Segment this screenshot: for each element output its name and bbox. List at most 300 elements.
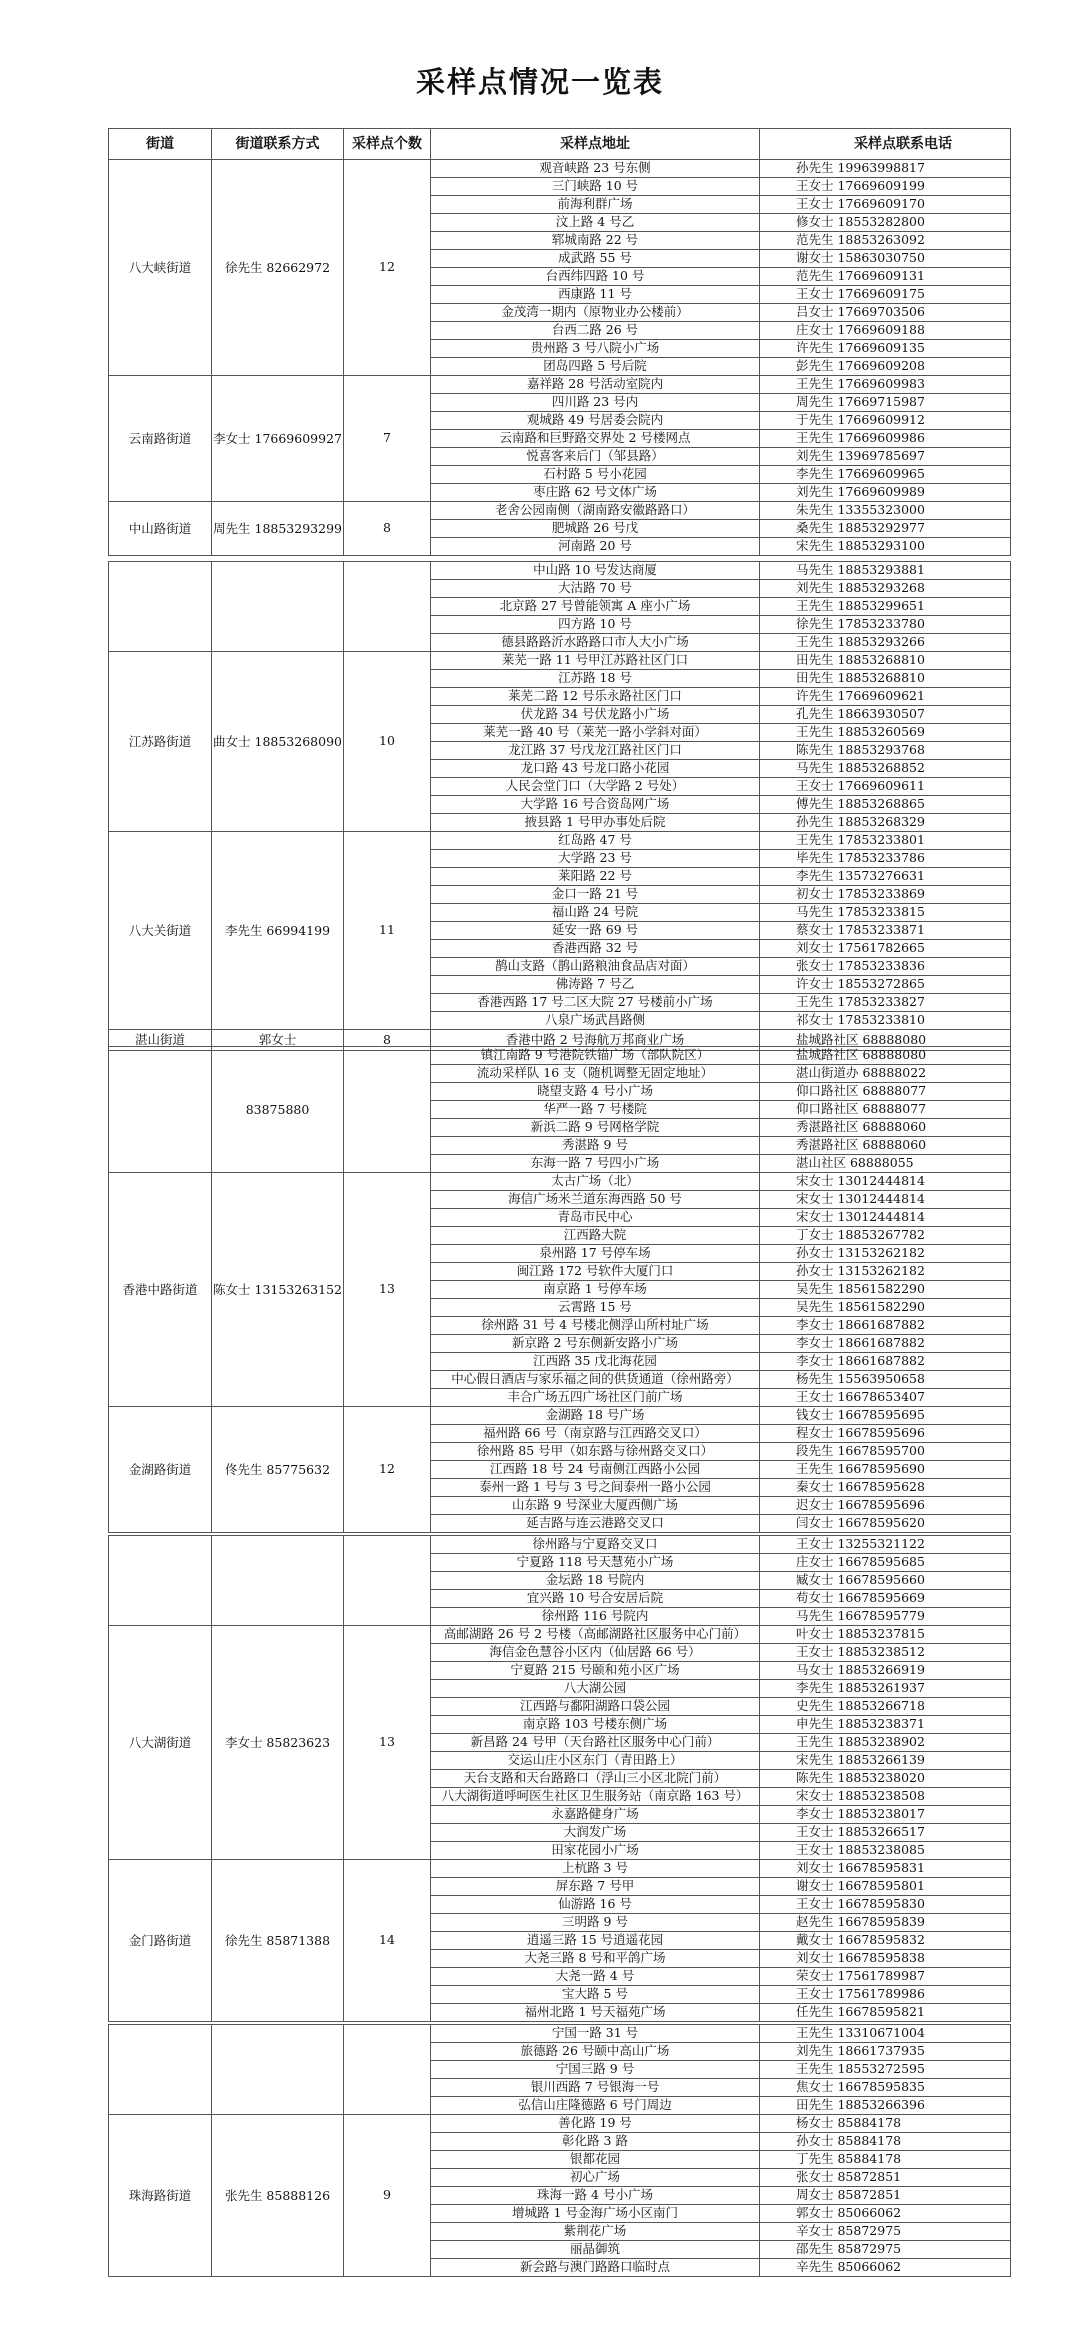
site-address: 香港中路 2 号海航万邦商业广场 — [431, 1030, 760, 1051]
site-address: 肥城路 26 号戊 — [431, 520, 760, 538]
site-address: 徐州路 116 号院内 — [431, 1608, 760, 1626]
site-phone: 陈先生 18853293768 — [760, 742, 1011, 760]
site-address: 青岛市民中心 — [431, 1209, 760, 1227]
site-count: 13 — [344, 1173, 431, 1407]
table-row — [109, 832, 1011, 850]
site-phone: 郭女士 85066062 — [760, 2205, 1011, 2223]
site-address: 银都花园 — [431, 2151, 760, 2169]
site-address: 金坛路 18 号院内 — [431, 1572, 760, 1590]
site-address: 紫荆花广场 — [431, 2223, 760, 2241]
site-address: 掖县路 1 号甲办事处后院 — [431, 814, 760, 832]
site-address: 金茂湾一期内（原物业办公楼前） — [431, 304, 760, 322]
site-address: 宁国一路 31 号 — [431, 2025, 760, 2043]
site-count: 8 — [344, 502, 431, 556]
site-phone: 田先生 18853268810 — [760, 652, 1011, 670]
site-count: 13 — [344, 1626, 431, 1860]
site-phone: 王先生 16678595690 — [760, 1461, 1011, 1479]
site-phone: 盐城路社区 68888080 — [760, 1030, 1011, 1051]
site-phone: 刘先生 18661737935 — [760, 2043, 1011, 2061]
site-address: 福州路 66 号（南京路与江西路交叉口） — [431, 1425, 760, 1443]
site-phone: 马先生 18853293881 — [760, 562, 1011, 580]
site-phone: 宋先生 18853293100 — [760, 538, 1011, 556]
site-address: 丰合广场五四广场社区门前广场 — [431, 1389, 760, 1407]
site-address: 大学路 16 号合资岛网广场 — [431, 796, 760, 814]
site-phone: 李先生 18853261937 — [760, 1680, 1011, 1698]
site-address: 观音峡路 23 号东侧 — [431, 160, 760, 178]
street-name: 江苏路街道 — [109, 652, 212, 832]
street-name: 金湖路街道 — [109, 1407, 212, 1533]
site-address: 郓城南路 22 号 — [431, 232, 760, 250]
site-phone: 秀湛路社区 68888060 — [760, 1137, 1011, 1155]
street-name: 八大关街道 — [109, 832, 212, 1030]
site-address: 三明路 9 号 — [431, 1914, 760, 1932]
site-address: 团岛四路 5 号后院 — [431, 358, 760, 376]
site-address: 宝大路 5 号 — [431, 1986, 760, 2004]
site-phone: 周先生 17669715987 — [760, 394, 1011, 412]
site-address: 徐州路 85 号甲（如东路与徐州路交叉口） — [431, 1443, 760, 1461]
site-address: 八大湖公园 — [431, 1680, 760, 1698]
table-row — [109, 2115, 1011, 2133]
site-phone: 李先生 13573276631 — [760, 868, 1011, 886]
site-count: 12 — [344, 1407, 431, 1533]
street-name — [109, 562, 212, 652]
site-address: 老舍公园南侧（湖南路安徽路路口） — [431, 502, 760, 520]
street-name — [109, 2025, 212, 2115]
site-phone: 段先生 16678595700 — [760, 1443, 1011, 1461]
site-phone: 徐先生 17853233780 — [760, 616, 1011, 634]
site-phone: 辛女士 85872975 — [760, 2223, 1011, 2241]
site-phone: 臧女士 16678595660 — [760, 1572, 1011, 1590]
site-phone: 刘先生 18853293268 — [760, 580, 1011, 598]
site-phone: 王女士 18853238512 — [760, 1644, 1011, 1662]
site-phone: 丁女士 18853267782 — [760, 1227, 1011, 1245]
site-address: 宁夏路 215 号颐和苑小区广场 — [431, 1662, 760, 1680]
site-phone: 孔先生 18663930507 — [760, 706, 1011, 724]
site-address: 佛涛路 7 号乙 — [431, 976, 760, 994]
site-phone: 宋先生 18853266139 — [760, 1752, 1011, 1770]
site-phone: 马女士 18853266919 — [760, 1662, 1011, 1680]
street-name: 金门路街道 — [109, 1860, 212, 2022]
site-phone: 申先生 18853238371 — [760, 1716, 1011, 1734]
site-phone: 初女士 17853233869 — [760, 886, 1011, 904]
site-phone: 丁先生 85884178 — [760, 2151, 1011, 2169]
site-phone: 王先生 17669609983 — [760, 376, 1011, 394]
site-address: 镇江南路 9 号港院铁锚广场（部队院区） — [431, 1047, 760, 1065]
table-row — [109, 1047, 1011, 1065]
site-address: 海信金色慧谷小区内（仙居路 66 号） — [431, 1644, 760, 1662]
site-phone: 任先生 16678595821 — [760, 2004, 1011, 2022]
site-address: 中心假日酒店与家乐福之间的供货通道（徐州路旁） — [431, 1371, 760, 1389]
street-contact: 徐先生 82662972 — [212, 160, 344, 376]
site-address: 泰州一路 1 号与 3 号之间泰州一路小公园 — [431, 1479, 760, 1497]
site-count: 14 — [344, 1860, 431, 2022]
sampling-table-part-3 — [108, 1046, 1011, 1533]
site-phone: 王先生 18853293266 — [760, 634, 1011, 652]
site-address: 莱芜一路 11 号甲江苏路社区门口 — [431, 652, 760, 670]
site-phone: 王女士 16678653407 — [760, 1389, 1011, 1407]
site-address: 悦喜客来后门（邹县路） — [431, 448, 760, 466]
site-count: 11 — [344, 832, 431, 1030]
site-address: 天台支路和天台路路口（浮山三小区北院门前） — [431, 1770, 760, 1788]
table-row — [109, 160, 1011, 178]
table-row — [109, 502, 1011, 520]
site-address: 枣庄路 62 号文体广场 — [431, 484, 760, 502]
table-row — [109, 1173, 1011, 1191]
site-phone: 王女士 17669609199 — [760, 178, 1011, 196]
site-phone: 王女士 17669609170 — [760, 196, 1011, 214]
site-phone: 谢女士 15863030750 — [760, 250, 1011, 268]
site-phone: 吴先生 18561582290 — [760, 1281, 1011, 1299]
site-phone: 张女士 85872851 — [760, 2169, 1011, 2187]
site-phone: 田先生 18853266396 — [760, 2097, 1011, 2115]
page-title: 采样点情况一览表 — [415, 65, 664, 99]
site-phone: 吴先生 18561582290 — [760, 1299, 1011, 1317]
site-address: 四方路 10 号 — [431, 616, 760, 634]
site-phone: 李女士 18853238017 — [760, 1806, 1011, 1824]
street-name: 八大湖街道 — [109, 1626, 212, 1860]
street-contact: 佟先生 85775632 — [212, 1407, 344, 1533]
site-phone: 李女士 18661687882 — [760, 1335, 1011, 1353]
site-address: 闽江路 172 号软件大厦门口 — [431, 1263, 760, 1281]
site-phone: 邵先生 85872975 — [760, 2241, 1011, 2259]
site-address: 江西路与鄱阳湖路口袋公园 — [431, 1698, 760, 1716]
site-address: 香港西路 32 号 — [431, 940, 760, 958]
site-phone: 刘先生 13969785697 — [760, 448, 1011, 466]
site-address: 八大湖街道呼呵医生社区卫生服务站（南京路 163 号） — [431, 1788, 760, 1806]
street-contact: 张先生 85888126 — [212, 2115, 344, 2277]
site-address: 莱芜一路 40 号（莱芜一路小学斜对面） — [431, 724, 760, 742]
site-address: 大尧三路 8 号和平鸽广场 — [431, 1950, 760, 1968]
site-phone: 李先生 17669609965 — [760, 466, 1011, 484]
header-site-phone: 采样点联系电话 — [760, 129, 1011, 160]
site-address: 金湖路 18 号广场 — [431, 1407, 760, 1425]
header-site-address: 采样点地址 — [431, 129, 760, 160]
site-phone: 盐城路社区 68888080 — [760, 1047, 1011, 1065]
site-phone: 秦女士 16678595628 — [760, 1479, 1011, 1497]
site-phone: 赵先生 16678595839 — [760, 1914, 1011, 1932]
site-address: 四川路 23 号内 — [431, 394, 760, 412]
site-phone: 叶女士 18853237815 — [760, 1626, 1011, 1644]
site-address: 香港西路 17 号二区大院 27 号楼前小广场 — [431, 994, 760, 1012]
site-phone: 刘女士 17561782665 — [760, 940, 1011, 958]
site-phone: 孙女士 85884178 — [760, 2133, 1011, 2151]
site-phone: 彭先生 17669609208 — [760, 358, 1011, 376]
site-phone: 孙女士 13153262182 — [760, 1263, 1011, 1281]
site-address: 观城路 49 号居委会院内 — [431, 412, 760, 430]
site-address: 贵州路 3 号八院小广场 — [431, 340, 760, 358]
site-phone: 刘先生 17669609989 — [760, 484, 1011, 502]
street-name: 香港中路街道 — [109, 1173, 212, 1407]
site-address: 红岛路 47 号 — [431, 832, 760, 850]
site-address: 大润发广场 — [431, 1824, 760, 1842]
sampling-table-part-4 — [108, 1535, 1011, 2022]
site-address: 流动采样队 16 支（随机调整无固定地址） — [431, 1065, 760, 1083]
site-address: 大学路 23 号 — [431, 850, 760, 868]
site-address: 永嘉路健身广场 — [431, 1806, 760, 1824]
table-row — [109, 1536, 1011, 1554]
site-phone: 王先生 18853299651 — [760, 598, 1011, 616]
site-address: 泉州路 17 号停车场 — [431, 1245, 760, 1263]
site-address: 南京路 103 号楼东侧广场 — [431, 1716, 760, 1734]
site-phone: 朱先生 13355323000 — [760, 502, 1011, 520]
site-address: 福州北路 1 号天福苑广场 — [431, 2004, 760, 2022]
site-phone: 于先生 17669609912 — [760, 412, 1011, 430]
site-address: 人民会堂门口（大学路 2 号处） — [431, 778, 760, 796]
site-address: 嘉祥路 28 号活动室院内 — [431, 376, 760, 394]
site-address: 石村路 5 号小花园 — [431, 466, 760, 484]
site-address: 仙游路 16 号 — [431, 1896, 760, 1914]
site-phone: 王女士 18853238085 — [760, 1842, 1011, 1860]
site-address: 汶上路 4 号乙 — [431, 214, 760, 232]
site-phone: 周女士 85872851 — [760, 2187, 1011, 2205]
street-contact: 李女士 17669609927 — [212, 376, 344, 502]
site-address: 新昌路 24 号甲（天台路社区服务中心门前） — [431, 1734, 760, 1752]
street-name: 湛山街道 — [109, 1030, 212, 1051]
site-address: 田家花园小广场 — [431, 1842, 760, 1860]
site-address: 莱芜二路 12 号乐永路社区门口 — [431, 688, 760, 706]
site-phone: 孙女士 13153262182 — [760, 1245, 1011, 1263]
site-address: 丽晶御筑 — [431, 2241, 760, 2259]
site-address: 旅德路 26 号颐中高山广场 — [431, 2043, 760, 2061]
site-phone: 孙先生 19963998817 — [760, 160, 1011, 178]
table-row — [109, 1626, 1011, 1644]
site-address: 新会路与澳门路路口临时点 — [431, 2259, 760, 2277]
site-phone: 马先生 17853233815 — [760, 904, 1011, 922]
street-contact — [212, 2025, 344, 2115]
site-address: 云霄路 15 号 — [431, 1299, 760, 1317]
site-phone: 迟女士 16678595696 — [760, 1497, 1011, 1515]
table-row — [109, 1407, 1011, 1425]
table-row — [109, 376, 1011, 394]
sampling-table-part-1 — [108, 128, 1011, 556]
site-phone: 傅先生 18853268865 — [760, 796, 1011, 814]
street-name — [109, 1536, 212, 1626]
site-count — [344, 562, 431, 652]
site-phone: 宋女士 18853238508 — [760, 1788, 1011, 1806]
site-address: 海信广场米兰道东海西路 50 号 — [431, 1191, 760, 1209]
site-phone: 范先生 17669609131 — [760, 268, 1011, 286]
site-address: 徐州路 31 号 4 号楼北侧浮山所村址广场 — [431, 1317, 760, 1335]
site-phone: 李女士 18661687882 — [760, 1317, 1011, 1335]
site-phone: 宋女士 13012444814 — [760, 1191, 1011, 1209]
street-contact: 陈女士 13153263152 — [212, 1173, 344, 1407]
site-address: 新浜二路 9 号网格学院 — [431, 1119, 760, 1137]
header-site-count: 采样点个数 — [344, 129, 431, 160]
site-address: 新京路 2 号东侧新安路小广场 — [431, 1335, 760, 1353]
site-address: 太古广场（北） — [431, 1173, 760, 1191]
site-phone: 许女士 18553272865 — [760, 976, 1011, 994]
street-contact: 徐先生 85871388 — [212, 1860, 344, 2022]
site-address: 云南路和巨野路交界处 2 号楼网点 — [431, 430, 760, 448]
site-phone: 王女士 17561789986 — [760, 1986, 1011, 2004]
site-phone: 戴女士 16678595832 — [760, 1932, 1011, 1950]
site-phone: 秀湛路社区 68888060 — [760, 1119, 1011, 1137]
site-phone: 祁女士 17853233810 — [760, 1012, 1011, 1030]
site-phone: 刘女士 16678595831 — [760, 1860, 1011, 1878]
site-phone: 杨女士 85884178 — [760, 2115, 1011, 2133]
site-phone: 湛山社区 68888055 — [760, 1155, 1011, 1173]
street-contact: 曲女士 18853268090 — [212, 652, 344, 832]
site-phone: 杨先生 15563950658 — [760, 1371, 1011, 1389]
site-phone: 修女士 18553282800 — [760, 214, 1011, 232]
site-phone: 王先生 18553272595 — [760, 2061, 1011, 2079]
site-phone: 刘女士 16678595838 — [760, 1950, 1011, 1968]
site-phone: 庄女士 16678595685 — [760, 1554, 1011, 1572]
site-count: 8 — [344, 1030, 431, 1051]
site-phone: 李女士 18661687882 — [760, 1353, 1011, 1371]
site-phone: 蔡女士 17853233871 — [760, 922, 1011, 940]
site-address: 台西二路 26 号 — [431, 322, 760, 340]
site-address: 德县路路沂水路路口市人大小广场 — [431, 634, 760, 652]
site-address: 江苏路 18 号 — [431, 670, 760, 688]
site-phone: 宋女士 13012444814 — [760, 1209, 1011, 1227]
site-address: 江西路 18 号 24 号南侧江西路小公园 — [431, 1461, 760, 1479]
site-phone: 王女士 18853266517 — [760, 1824, 1011, 1842]
site-address: 华严一路 7 号楼院 — [431, 1101, 760, 1119]
site-address: 延吉路与连云港路交叉口 — [431, 1515, 760, 1533]
site-address: 增城路 1 号金海广场小区南门 — [431, 2205, 760, 2223]
site-address: 前海利群广场 — [431, 196, 760, 214]
site-address: 江西路 35 戊北海花园 — [431, 1353, 760, 1371]
header-street: 街道 — [109, 129, 212, 160]
site-phone: 仰口路社区 68888077 — [760, 1083, 1011, 1101]
site-phone: 孙先生 18853268329 — [760, 814, 1011, 832]
street-contact: 周先生 18853293299 — [212, 502, 344, 556]
site-phone: 仰口路社区 68888077 — [760, 1101, 1011, 1119]
site-count — [344, 2025, 431, 2115]
site-phone: 许先生 17669609135 — [760, 340, 1011, 358]
site-phone: 毕先生 17853233786 — [760, 850, 1011, 868]
site-phone: 王女士 17669609611 — [760, 778, 1011, 796]
site-phone: 田先生 18853268810 — [760, 670, 1011, 688]
site-address: 八泉广场武昌路侧 — [431, 1012, 760, 1030]
site-address: 成武路 55 号 — [431, 250, 760, 268]
site-phone: 王先生 17669609986 — [760, 430, 1011, 448]
site-phone: 许先生 17669609621 — [760, 688, 1011, 706]
site-address: 上杭路 3 号 — [431, 1860, 760, 1878]
site-address: 珠海一路 4 号小广场 — [431, 2187, 760, 2205]
site-phone: 王先生 18853260569 — [760, 724, 1011, 742]
site-address: 弘信山庄隆德路 6 号门周边 — [431, 2097, 760, 2115]
site-address: 莱阳路 22 号 — [431, 868, 760, 886]
site-phone: 庄女士 17669609188 — [760, 322, 1011, 340]
site-phone: 焦女士 16678595835 — [760, 2079, 1011, 2097]
site-count: 9 — [344, 2115, 431, 2277]
site-address: 宜兴路 10 号合安居后院 — [431, 1590, 760, 1608]
site-phone: 张女士 17853233836 — [760, 958, 1011, 976]
site-address: 西康路 11 号 — [431, 286, 760, 304]
site-phone: 王女士 16678595830 — [760, 1896, 1011, 1914]
street-contact: 李女士 85823623 — [212, 1626, 344, 1860]
site-phone: 辛先生 85066062 — [760, 2259, 1011, 2277]
site-address: 初心广场 — [431, 2169, 760, 2187]
site-address: 福山路 24 号院 — [431, 904, 760, 922]
site-count: 10 — [344, 652, 431, 832]
street-contact — [212, 562, 344, 652]
site-phone: 陈先生 18853238020 — [760, 1770, 1011, 1788]
site-address: 善化路 19 号 — [431, 2115, 760, 2133]
site-phone: 王先生 13310671004 — [760, 2025, 1011, 2043]
street-name: 云南路街道 — [109, 376, 212, 502]
site-address: 彰化路 3 路 — [431, 2133, 760, 2151]
site-phone: 史先生 18853266718 — [760, 1698, 1011, 1716]
site-phone: 马先生 16678595779 — [760, 1608, 1011, 1626]
street-name — [109, 1047, 212, 1173]
site-phone: 程女士 16678595696 — [760, 1425, 1011, 1443]
site-phone: 谢女士 16678595801 — [760, 1878, 1011, 1896]
site-address: 晓望支路 4 号小广场 — [431, 1083, 760, 1101]
site-count: 7 — [344, 376, 431, 502]
street-name: 八大峡街道 — [109, 160, 212, 376]
site-address: 河南路 20 号 — [431, 538, 760, 556]
street-contact: 郭女士 — [212, 1030, 344, 1051]
site-phone: 吕女士 17669703506 — [760, 304, 1011, 322]
site-address: 秀湛路 9 号 — [431, 1137, 760, 1155]
site-phone: 湛山街道办 68888022 — [760, 1065, 1011, 1083]
header-row — [109, 129, 1011, 160]
site-phone: 王女士 13255321122 — [760, 1536, 1011, 1554]
site-address: 交运山庄小区东门（青田路上） — [431, 1752, 760, 1770]
site-count — [344, 1047, 431, 1173]
site-address: 鹊山支路（鹊山路粮油食品店对面） — [431, 958, 760, 976]
table-row — [109, 562, 1011, 580]
site-address: 北京路 27 号曾能领寓 A 座小广场 — [431, 598, 760, 616]
site-phone: 王女士 17669609175 — [760, 286, 1011, 304]
site-address: 三门峡路 10 号 — [431, 178, 760, 196]
site-address: 金口一路 21 号 — [431, 886, 760, 904]
street-contact: 李先生 66994199 — [212, 832, 344, 1030]
sampling-table-part-5 — [108, 2024, 1011, 2277]
site-address: 屏东路 7 号甲 — [431, 1878, 760, 1896]
site-address: 南京路 1 号停车场 — [431, 1281, 760, 1299]
site-address: 高邮湖路 26 号 2 号楼（高邮湖路社区服务中心门前） — [431, 1626, 760, 1644]
site-address: 延安一路 69 号 — [431, 922, 760, 940]
table-row — [109, 2025, 1011, 2043]
site-phone: 钱女士 16678595695 — [760, 1407, 1011, 1425]
site-address: 伏龙路 34 号伏龙路小广场 — [431, 706, 760, 724]
site-address: 宁夏路 118 号天慧苑小广场 — [431, 1554, 760, 1572]
site-address: 山东路 9 号深业大厦西侧广场 — [431, 1497, 760, 1515]
site-phone: 马先生 18853268852 — [760, 760, 1011, 778]
site-address: 龙口路 43 号龙口路小花园 — [431, 760, 760, 778]
street-contact: 83875880 — [212, 1047, 344, 1173]
site-address: 宁国三路 9 号 — [431, 2061, 760, 2079]
site-address: 中山路 10 号发达商厦 — [431, 562, 760, 580]
site-address: 台西纬四路 10 号 — [431, 268, 760, 286]
street-contact — [212, 1536, 344, 1626]
site-phone: 宋女士 13012444814 — [760, 1173, 1011, 1191]
site-count: 12 — [344, 160, 431, 376]
site-count — [344, 1536, 431, 1626]
site-phone: 王先生 17853233827 — [760, 994, 1011, 1012]
site-address: 徐州路与宁夏路交叉口 — [431, 1536, 760, 1554]
table-row — [109, 652, 1011, 670]
site-phone: 王先生 17853233801 — [760, 832, 1011, 850]
site-address: 江西路大院 — [431, 1227, 760, 1245]
site-address: 大尧一路 4 号 — [431, 1968, 760, 1986]
site-address: 银川西路 7 号银海一号 — [431, 2079, 760, 2097]
site-phone: 苟女士 16678595669 — [760, 1590, 1011, 1608]
sampling-table-part-2 — [108, 561, 1011, 1051]
street-name: 中山路街道 — [109, 502, 212, 556]
site-address: 逍遥三路 15 号逍遥花园 — [431, 1932, 760, 1950]
site-phone: 范先生 18853263092 — [760, 232, 1011, 250]
site-phone: 桑先生 18853292977 — [760, 520, 1011, 538]
site-phone: 王先生 18853238902 — [760, 1734, 1011, 1752]
header-street-contact: 街道联系方式 — [212, 129, 344, 160]
site-phone: 荣女士 17561789987 — [760, 1968, 1011, 1986]
site-address: 龙江路 37 号戊龙江路社区门口 — [431, 742, 760, 760]
